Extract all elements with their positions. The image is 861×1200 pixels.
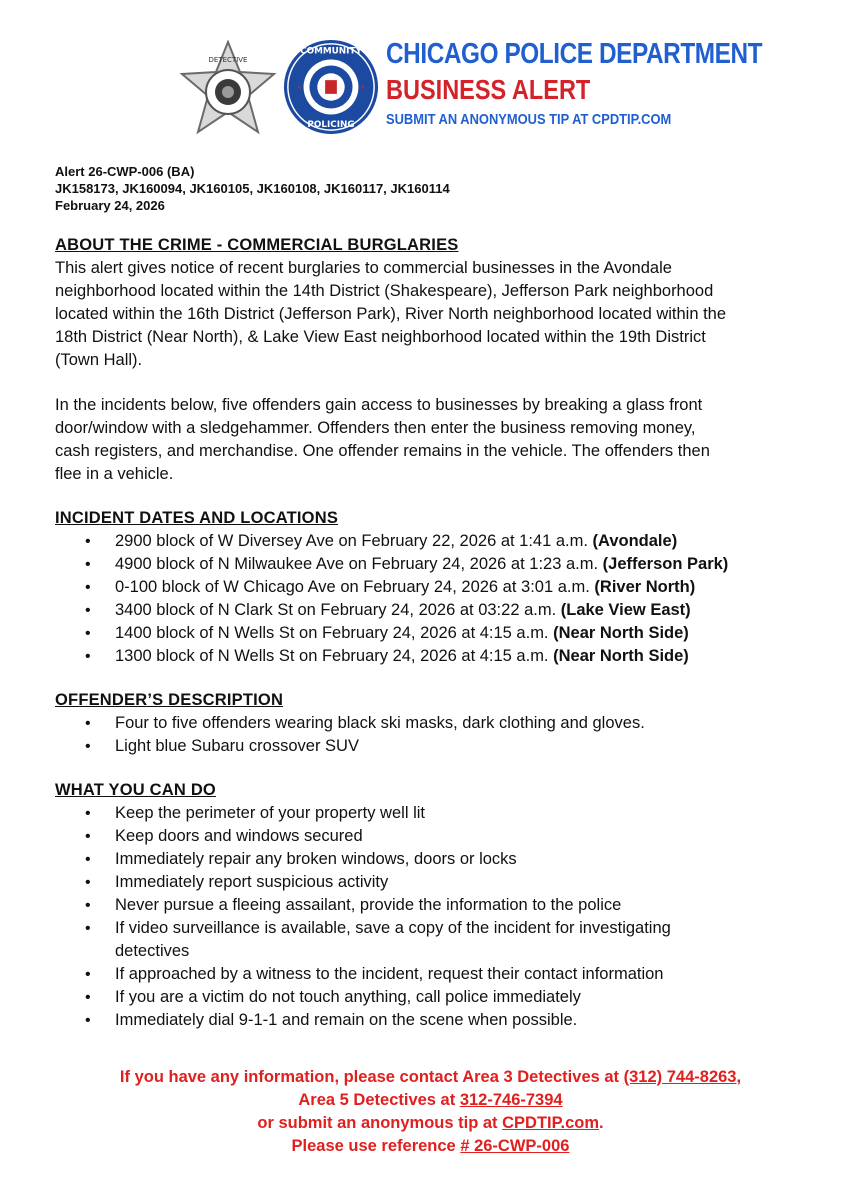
- list-item: [55, 553, 835, 576]
- method-line: flee in a vehicle.: [55, 465, 174, 483]
- contact-text: or submit an anonymous tip at: [257, 1114, 503, 1132]
- list-item: [55, 917, 835, 963]
- list-item: [55, 530, 835, 553]
- offender-list: [55, 712, 835, 758]
- list-item: [55, 599, 835, 622]
- offender-heading: OFFENDER’S DESCRIPTION: [55, 691, 284, 709]
- contact-line: [0, 1066, 861, 1089]
- contact-text: .: [599, 1114, 604, 1132]
- detective-star-badge: [178, 40, 278, 136]
- list-item: • If you are a victim do not touch anything, call police immediately: [55, 986, 835, 1009]
- incident-text: 0-100 block of W Chicago Ave on February 24, 2026 at 3:01 a.m.: [115, 578, 595, 596]
- incident-area: (Near North Side): [553, 624, 689, 642]
- reference-number: # 26-CWP-006: [460, 1137, 570, 1155]
- contact-line: [0, 1112, 861, 1135]
- incident-text: 1400 block of N Wells St on February 24, 2026 at 4:15 a.m.: [115, 624, 554, 642]
- incident-area: (Jefferson Park): [602, 555, 729, 573]
- about-heading: ABOUT THE CRIME - COMMERCIAL BURGLARIES: [55, 236, 459, 254]
- contact-text: Area 5 Detectives at: [298, 1091, 460, 1109]
- list-item: • If approached by a witness to the incident, request their contact information: [55, 963, 835, 986]
- actions-heading: WHAT YOU CAN DO: [55, 781, 216, 799]
- list-item: [55, 622, 835, 645]
- incident-area: (Near North Side): [553, 647, 689, 665]
- incident-area: (River North): [594, 578, 696, 596]
- title-block: [386, 38, 834, 129]
- list-item: • Immediately dial 9-1-1 and remain on the scene when possible.: [55, 1009, 835, 1032]
- cpdtip-link[interactable]: CPDTIP.com: [502, 1114, 600, 1132]
- list-item: • Light blue Subaru crossover SUV: [55, 735, 835, 758]
- alert-header: [0, 0, 861, 150]
- list-item-line: If video surveillance is available, save a copy of the incident for investigating: [115, 919, 671, 937]
- incident-area: (Lake View East): [560, 601, 691, 619]
- incident-area: (Avondale): [592, 532, 678, 550]
- about-paragraph: [55, 257, 835, 372]
- incident-text: 3400 block of N Clark St on February 24, 2026 at 03:22 a.m.: [115, 601, 561, 619]
- list-item-line: detectives: [115, 942, 190, 960]
- list-item: • Immediately repair any broken windows, doors or locks: [55, 848, 835, 871]
- contact-text: Please use reference: [291, 1137, 461, 1155]
- list-item: • Four to five offenders wearing black ski masks, dark clothing and gloves.: [55, 712, 835, 735]
- seal-bottom-label: POLICING: [307, 120, 355, 131]
- area3-phone-link[interactable]: (312) 744-8263: [623, 1068, 737, 1086]
- method-line: In the incidents below, five offenders gain access to businesses by breaking a glass front: [55, 396, 703, 414]
- tip-line: SUBMIT AN ANONYMOUS TIP AT CPDTIP.COM: [386, 111, 672, 128]
- about-line: This alert gives notice of recent burglaries to commercial businesses in the Avondale: [55, 259, 672, 277]
- method-paragraph: [55, 394, 835, 486]
- contact-block: [0, 1066, 861, 1158]
- alert-date: February 24, 2026: [55, 198, 165, 213]
- actions-list: [55, 802, 835, 1032]
- incident-text: 2900 block of W Diversey Ave on February 22, 2026 at 1:41 a.m.: [115, 532, 593, 550]
- about-line: located within the 16th District (Jefferson Park), River North neighborhood located within the: [55, 305, 727, 323]
- method-line: door/window with a sledgehammer. Offenders then enter the business removing money,: [55, 419, 696, 437]
- seal-top-label: COMMUNITY: [300, 46, 362, 57]
- about-line: 18th District (Near North), & Lake View East neighborhood located within the 19th District: [55, 328, 706, 346]
- incident-text: 1300 block of N Wells St on February 24, 2026 at 4:15 a.m.: [115, 647, 554, 665]
- list-item: • Immediately report suspicious activity: [55, 871, 835, 894]
- list-item: • Keep the perimeter of your property well lit: [55, 802, 835, 825]
- community-policing-seal: [282, 38, 380, 136]
- alert-number: Alert 26-CWP-006 (BA): [55, 164, 195, 179]
- alert-meta: [55, 163, 450, 214]
- about-line: neighborhood located within the 14th District (Shakespeare), Jefferson Park neighborhood: [55, 282, 714, 300]
- list-item: • Never pursue a fleeing assailant, provide the information to the police: [55, 894, 835, 917]
- incidents-heading: INCIDENT DATES AND LOCATIONS: [55, 509, 339, 527]
- area5-phone-link[interactable]: 312-746-7394: [459, 1091, 563, 1109]
- alert-type-title: BUSINESS ALERT: [386, 74, 591, 105]
- list-item: [55, 576, 835, 599]
- incident-text: 4900 block of N Milwaukee Ave on February 24, 2026 at 1:23 a.m.: [115, 555, 603, 573]
- about-line: (Town Hall).: [55, 351, 143, 369]
- incident-list: [55, 530, 835, 668]
- department-title: CHICAGO POLICE DEPARTMENT: [386, 38, 763, 70]
- list-item: [55, 645, 835, 668]
- contact-line: [0, 1135, 861, 1158]
- contact-text: If you have any information, please contact Area 3 Detectives at: [119, 1068, 624, 1086]
- contact-text: ,: [736, 1068, 742, 1086]
- case-numbers: JK158173, JK160094, JK160105, JK160108, JK160117, JK160114: [55, 181, 450, 196]
- contact-line: [0, 1089, 861, 1112]
- badge-label: DETECTIVE: [208, 56, 248, 64]
- alert-body: [55, 233, 835, 1032]
- method-line: cash registers, and merchandise. One offender remains in the vehicle. The offenders then: [55, 442, 710, 460]
- list-item: • Keep doors and windows secured: [55, 825, 835, 848]
